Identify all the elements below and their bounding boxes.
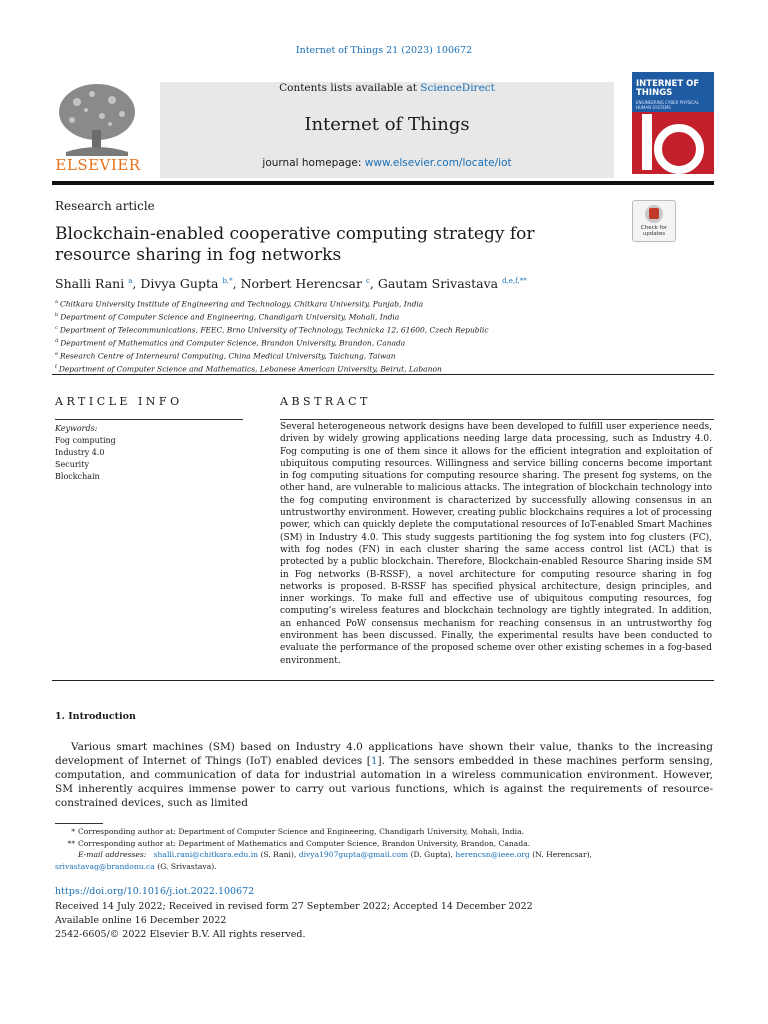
available-line: Available online 16 December 2022	[55, 915, 227, 926]
affiliation-list	[55, 297, 715, 376]
author-affil-mark[interactable]: b,*	[222, 276, 233, 285]
section-heading: 1. Introduction	[55, 711, 136, 722]
article-info-heading: ARTICLE INFO	[55, 395, 183, 408]
homepage-line	[160, 157, 614, 169]
footnote: ** Corresponding author at: Department of Mathematics and Computer Science, Brandon University, Brandon, Canada.	[67, 838, 531, 848]
keyword: Blockchain	[55, 472, 100, 481]
check-for-updates-label: Check for updates	[640, 225, 668, 237]
keyword: Fog computing	[55, 436, 116, 445]
author-list: Shalli Rani $^a$, Divya Gupta $^{b,*}$, Norbert Herencsar $^c$, Gautam Srivastava $^{d,e,f,**}$	[55, 276, 527, 291]
affiliation: $^b$ Department of Computer Science and Engineering, Chandigarh University, Mohali, India	[55, 312, 400, 322]
email-label: E-mail addresses:	[78, 850, 147, 859]
cover-letter-i	[642, 114, 652, 170]
keyword: Industry 4.0	[55, 448, 105, 457]
email-link[interactable]: herencsn@ieee.org	[455, 850, 530, 859]
keywords-label: Keywords:	[55, 424, 98, 433]
author-affil-mark[interactable]: d,e,f,**	[502, 276, 527, 285]
affiliation: $^c$ Department of Telecommunications, FEEC, Brno University of Technology, Technicka 12, 61600, Czech Republic	[55, 325, 489, 335]
footnote: * Corresponding author at: Department of Computer Science and Engineering, Chandigarh University, Mohali, India.	[71, 827, 525, 836]
keyword: Security	[55, 460, 89, 469]
check-for-updates-button[interactable]	[632, 200, 676, 242]
email-link[interactable]: shalli.rani@chitkara.edu.in	[153, 850, 259, 859]
author-name[interactable]: Shalli Rani	[55, 276, 125, 291]
affiliation-rule	[52, 374, 714, 375]
author-name[interactable]: Divya Gupta	[140, 276, 219, 291]
doi-link[interactable]: https://doi.org/10.1016/j.iot.2022.100672	[55, 886, 255, 897]
affiliation: $^a$ Chitkara University Institute of Engineering and Technology, Chitkara University, Punjab, India	[55, 299, 424, 309]
copyright-line: 2542-6605/© 2022 Elsevier B.V. All rights reserved.	[55, 929, 306, 940]
bookmark-icon	[645, 205, 663, 223]
author-affil-mark[interactable]: a	[128, 276, 133, 285]
cover-subtitle: ENGINEERING CYBER PHYSICAL HUMAN SYSTEMS	[636, 100, 699, 110]
intro-paragraph: Various smart machines (SM) based on Industry 4.0 applications have shown their value, thanks to the increasing development of Internet of Things (IoT) enabled devices [1]. The sensors embedded in these machines perform sensing, computation, and communication of data for industrial automation in a wireless communication environment. However, SM inherently acquires immense power to carry out various functions, which is against the requirements of resource-constrained devices, such as limited	[55, 741, 713, 809]
received-line: Received 14 July 2022; Received in revised form 27 September 2022; Accepted 14 December 2022	[55, 901, 533, 912]
email-line: srivastavag@brandonu.ca (G. Srivastava).	[55, 861, 217, 871]
cover-title: INTERNET OF THINGS	[636, 79, 700, 98]
article-info-rule	[55, 419, 243, 420]
contents-line	[160, 82, 614, 94]
affiliation: $^d$ Department of Mathematics and Computer Science, Brandon University, Brandon, Canada	[55, 338, 406, 348]
journal-citation[interactable]: Internet of Things 21 (2023) 100672	[295, 45, 473, 56]
article-type: Research article	[55, 199, 155, 213]
affiliation: $^f$ Department of Computer Science and Mathematics, Lebanese American University, Beirut, Labanon	[55, 364, 442, 374]
author-name[interactable]: Gautam Srivastava	[377, 276, 499, 291]
abstract-body: Several heterogeneous network designs have been developed to fulfill user experience needs, driven by widely growing applications needing large data processing, such as Industry 4.0. Fog computing is one of them since it allows for the efficient integration and exploitation of ubiquitous computing resources. Willingness and service billing concerns become important in fog computing situations for computing resource sharing. The present fog systems, on the other hand, are vulnerable to malicious attacks. The integration of blockchain technology into the fog computing environment is characterized by successfully allowing consensus in an untrustworthy environment. However, creating public blockchains requires a lot of processing power, which can quickly deplete the computational resources of IoT-enabled Smart Machines (SM) in Industry 4.0. This study suggests partitioning the fog system into fog clusters (FC), with fog nodes (FN) in each cluster sharing the same access control list (ACL) that is protected by a public blockchain. Therefore, Blockchain-enabled Resource Sharing inside SM in Fog networks (B-RSSF), a novel architecture for computing resource sharing in fog networks is proposed. B-RSSF has specified physical architecture, design principles, and inner workings. To make full and effective use of ubiquitous computing resources, fog computing’s wireless features and blockchain technology are tightly integrated. In addition, an enhanced PoW consensus mechanism for reaching consensus in an untrustworthy fog environment has been discussed. Finally, the experimental results have been conducted to evaluate the performance of the proposed scheme over other existing schemes in a fog-based environment.	[280, 422, 712, 666]
publication-history	[55, 900, 533, 942]
email-line: E-mail addresses: shalli.rani@chitkara.edu.in (S. Rani), divya1907gupta@gmail.com (D. Gupta), herencsn@ieee.org (N. Herencsar),	[78, 850, 592, 859]
abstract-rule	[280, 419, 714, 420]
abstract-end-rule	[52, 680, 714, 681]
contents-prefix: Contents lists available at	[279, 82, 421, 94]
cover-letter-o	[654, 124, 704, 174]
email-link[interactable]: divya1907gupta@gmail.com	[298, 850, 409, 859]
journal-cover[interactable]	[632, 72, 714, 174]
author-affil-mark[interactable]: c	[365, 276, 370, 285]
footnotes	[55, 826, 713, 872]
affiliation: $^e$ Research Centre of Interneural Computing, China Medical University, Taichung, Taiwan	[55, 351, 396, 361]
article-title: Blockchain-enabled cooperative computing strategy for resource sharing in fog networks	[55, 224, 535, 265]
elsevier-logo[interactable]	[52, 80, 142, 178]
header-rule	[52, 181, 714, 185]
publisher-wordmark: ELSEVIER	[55, 156, 141, 174]
footnote-rule	[55, 823, 103, 824]
homepage-prefix: journal homepage:	[262, 157, 365, 169]
keywords-block	[55, 423, 116, 483]
reference-link[interactable]: 1	[370, 755, 378, 767]
email-link[interactable]: srivastavag@brandonu.ca	[55, 861, 155, 871]
author-name[interactable]: Norbert Herencsar	[240, 276, 362, 291]
journal-name: Internet of Things	[304, 114, 470, 135]
homepage-link[interactable]: www.elsevier.com/locate/iot	[364, 157, 512, 169]
sciencedirect-link[interactable]: ScienceDirect	[420, 82, 495, 94]
abstract-heading: ABSTRACT	[280, 395, 371, 408]
